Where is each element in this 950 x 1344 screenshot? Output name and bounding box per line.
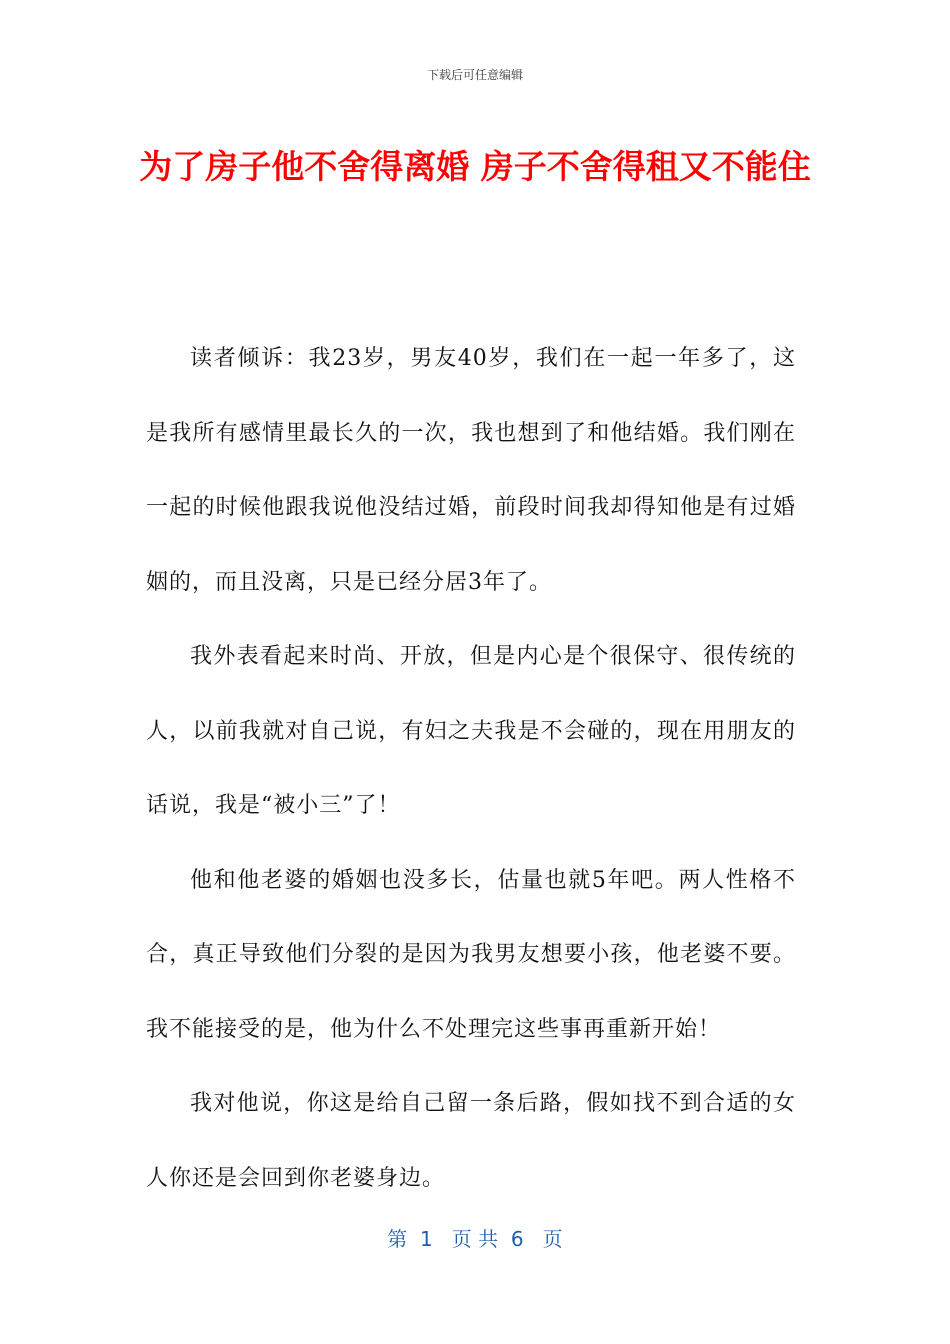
paragraph: 我外表看起来时尚、开放，但是内心是个很保守、很传统的人，以前我就对自己说，有妇之夫我是不会碰的，现在用朋友的话说，我是“被小三”了！ [146,644,796,818]
page-footer-pagination: 第 1 页 共 6 页 [387,1227,563,1251]
paragraph: 读者倾诉：我23岁，男友40岁，我们在一起一年多了，这是我所有感情里最长久的一次，我也想到了和他结婚。我们刚在一起的时候他跟我说他没结过婚，前段时间我却得知他是有过婚姻的，而且没离，只是已经分居3年了。 [146,346,796,595]
page-header-note: 下载后可任意编辑 [426,68,523,82]
article-body [146,322,796,1216]
document-title: 为了房子他不舍得离婚 房子不舍得租又不能住 [139,147,811,186]
paragraph: 我对他说，你这是给自己留一条后路，假如找不到合适的女人你还是会回到你老婆身边。 [146,1091,796,1191]
paragraph: 他和他老婆的婚姻也没多长，估量也就5年吧。两人性格不合，真正导致他们分裂的是因为我男友想要小孩，他老婆不要。我不能接受的是，他为什么不处理完这些事再重新开始！ [146,867,796,1042]
